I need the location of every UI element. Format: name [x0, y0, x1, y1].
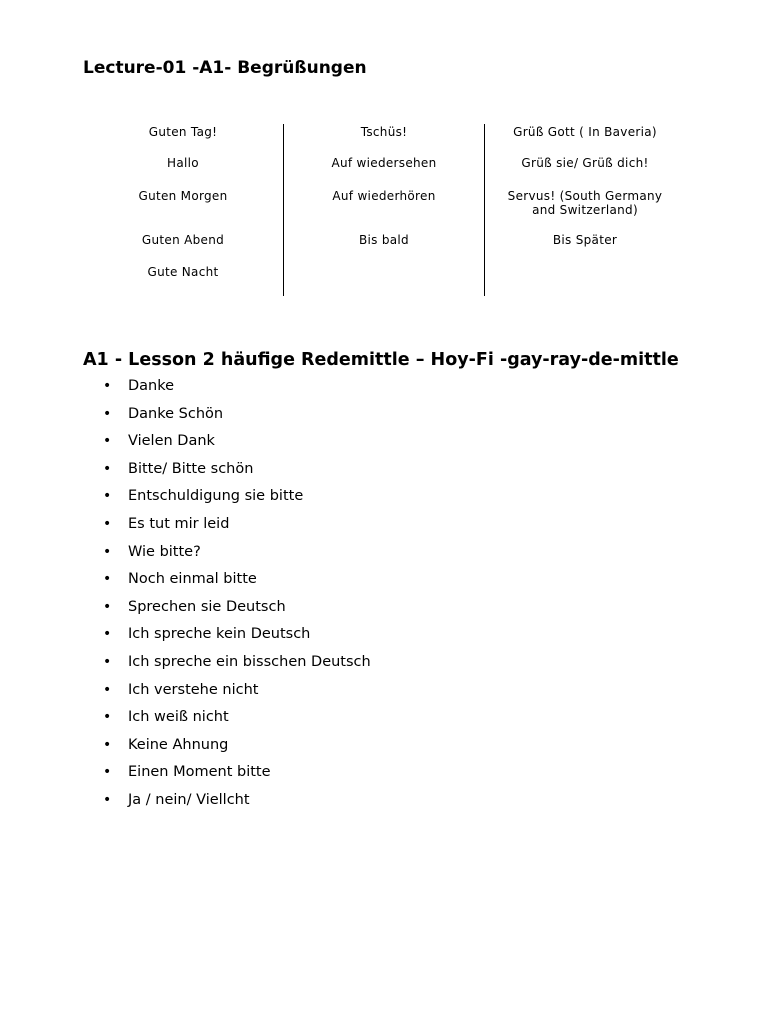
phrase-list — [103, 376, 663, 818]
phrase-text: Einen Moment bitte — [128, 764, 271, 781]
list-item — [103, 431, 663, 459]
greeting-cell: Guten Tag! — [148, 125, 218, 139]
phrase-text: Danke — [128, 378, 175, 394]
regional-greeting-cell: Servus! (South Germany and Switzerland) — [507, 189, 663, 217]
phrase-text: Bitte/ Bitte schön — [128, 460, 254, 477]
list-item — [103, 569, 663, 597]
phrase-text: Entschuldigung sie bitte — [128, 488, 304, 505]
farewell-cell: Bis bald — [359, 233, 409, 247]
phrase-text: Ich spreche ein bisschen Deutsch — [128, 653, 371, 670]
bullet-icon: • — [103, 681, 112, 698]
list-item — [103, 404, 663, 432]
regional-greeting-cell: Bis Später — [552, 233, 618, 247]
greetings-column-3 — [484, 124, 685, 296]
farewell-cell: Tschüs! — [360, 125, 408, 139]
list-item — [103, 376, 663, 404]
farewell-cell: Auf wiederhören — [332, 189, 436, 203]
list-item — [103, 514, 663, 542]
bullet-icon: • — [103, 543, 112, 560]
bullet-icon: • — [103, 791, 112, 808]
list-item — [103, 680, 663, 708]
bullet-icon: • — [103, 378, 112, 394]
list-item — [103, 790, 663, 818]
bullet-icon: • — [103, 515, 112, 532]
lesson2-title: A1 - Lesson 2 häufige Redemittle – Hoy-Fi -gay-ray-de-mittle — [83, 350, 679, 370]
phrase-text: Es tut mir leid — [128, 515, 230, 532]
farewell-cell: Auf wiedersehen — [331, 156, 437, 170]
list-item — [103, 652, 663, 680]
phrase-text: Ja / nein/ Viellcht — [128, 791, 250, 808]
bullet-icon: • — [103, 764, 112, 781]
bullet-icon: • — [103, 488, 112, 505]
bullet-icon: • — [103, 433, 112, 450]
regional-greeting-cell: Grüß sie/ Grüß dich! — [521, 156, 649, 170]
list-item — [103, 624, 663, 652]
list-item — [103, 762, 663, 790]
bullet-icon: • — [103, 626, 112, 643]
list-item — [103, 707, 663, 735]
greetings-column-1 — [83, 124, 283, 296]
lecture-title: Lecture-01 -A1- Begrüßungen — [83, 58, 367, 78]
bullet-icon: • — [103, 653, 112, 670]
greetings-table — [83, 124, 685, 296]
bullet-icon: • — [103, 736, 112, 753]
bullet-icon: • — [103, 460, 112, 477]
bullet-icon: • — [103, 598, 112, 615]
greeting-cell: Guten Morgen — [138, 189, 228, 203]
greetings-column-2 — [283, 124, 484, 296]
greeting-cell: Hallo — [167, 156, 199, 170]
list-item — [103, 459, 663, 487]
list-item — [103, 542, 663, 570]
bullet-icon: • — [103, 709, 112, 726]
phrase-text: Keine Ahnung — [128, 736, 229, 753]
list-item — [103, 735, 663, 763]
phrase-text: Ich weiß nicht — [128, 709, 229, 726]
phrase-text: Vielen Dank — [128, 433, 215, 450]
greeting-cell: Gute Nacht — [147, 265, 219, 279]
phrase-text: Ich spreche kein Deutsch — [128, 626, 311, 643]
phrase-text: Sprechen sie Deutsch — [128, 598, 286, 615]
greeting-cell: Guten Abend — [141, 233, 225, 247]
phrase-text: Noch einmal bitte — [128, 571, 257, 588]
phrase-text: Wie bitte? — [128, 543, 201, 560]
list-item — [103, 486, 663, 514]
phrase-text: Ich verstehe nicht — [128, 681, 259, 698]
phrase-text: Danke Schön — [128, 405, 224, 422]
bullet-icon: • — [103, 405, 112, 422]
bullet-icon: • — [103, 571, 112, 588]
list-item — [103, 597, 663, 625]
regional-greeting-cell: Grüß Gott ( In Baveria) — [513, 125, 657, 139]
